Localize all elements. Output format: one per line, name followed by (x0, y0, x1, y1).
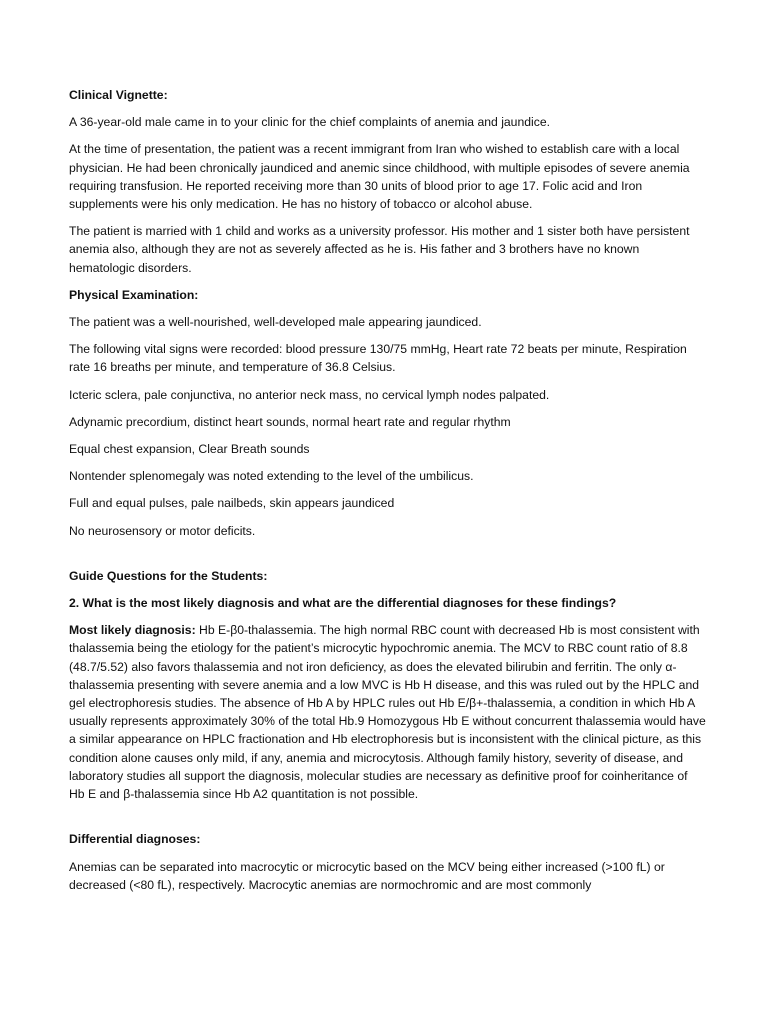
exam-paragraph-5: Equal chest expansion, Clear Breath sounds (69, 442, 310, 457)
physical-examination-heading: Physical Examination: (69, 287, 199, 302)
diagnosis-answer-paragraph (69, 621, 706, 803)
exam-paragraph-7: Full and equal pulses, pale nailbeds, skin appears jaundiced (69, 496, 395, 511)
most-likely-diagnosis-text: Hb E-β0-thalassemia. The high normal RBC count with decreased Hb is most consistent with thalassemia being the etiology for the patient’s microcytic hypochromic anemia. The MCV to RBC count ratio of 8.8 (48.7/5.52) also favors thalassemia and not iron deficiency, as does the elevated bilirubin and ferritin. The only α-thalassemia presenting with severe anemia and a low MVC is Hb H disease, and this was ruled out by the HPLC and gel electrophoresis studies. The absence of Hb A by HPLC rules out Hb E/β+-thalassemia, a condition in which Hb A usually represents approximately 30% of the total Hb.9 Homozygous Hb E without concurrent thalassemia would have a similar appearance on HPLC fractionation and Hb electrophoresis but is inconsistent with the clinical picture, as this condition alone causes only mild, if any, anemia and microcytosis. Although family history, severity of disease, and laboratory studies all support the diagnosis, molecular studies are necessary as definitive proof for coinheritance of Hb E and β-thalassemia since Hb A2 quantitation is not possible. (69, 623, 706, 802)
exam-paragraph-2: The following vital signs were recorded: blood pressure 130/75 mmHg, Heart rate 72 beats per minute, Respiration rate 16 breaths per minute, and temperature of 36.8 Celsius. (69, 342, 687, 375)
vignette-paragraph-3: The patient is married with 1 child and works as a university professor. His mother and 1 sister both have persistent anemia also, although they are not as severely affected as he is. His father and 3 brothers have no known hematologic disorders. (69, 224, 690, 275)
guide-questions-heading: Guide Questions for the Students: (69, 568, 268, 583)
exam-paragraph-1: The patient was a well-nourished, well-developed male appearing jaundiced. (69, 315, 482, 330)
exam-paragraph-6: Nontender splenomegaly was noted extending to the level of the umbilicus. (69, 469, 474, 484)
section-spacer (69, 549, 706, 567)
vignette-paragraph-1: A 36-year-old male came in to your clinic for the chief complaints of anemia and jaundice. (69, 115, 550, 130)
differential-paragraph: Anemias can be separated into macrocytic or microcytic based on the MCV being either increased (>100 fL) or decreased (<80 fL), respectively. Macrocytic anemias are normochromic and are most commonly (69, 859, 665, 892)
section-spacer-2 (69, 812, 706, 830)
exam-paragraph-8: No neurosensory or motor deficits. (69, 523, 256, 538)
most-likely-diagnosis-label: Most likely diagnosis: (69, 623, 196, 638)
exam-paragraph-4: Adynamic precordium, distinct heart sounds, normal heart rate and regular rhythm (69, 414, 511, 429)
differential-diagnoses-heading: Differential diagnoses: (69, 832, 201, 847)
guide-question-2: 2. What is the most likely diagnosis and what are the differential diagnoses for these findings? (69, 596, 617, 611)
exam-paragraph-3: Icteric sclera, pale conjunctiva, no anterior neck mass, no cervical lymph nodes palpated. (69, 387, 550, 402)
vignette-paragraph-2: At the time of presentation, the patient was a recent immigrant from Iran who wished to establish care with a local physician. He had been chronically jaundiced and anemic since childhood, with multiple episodes of severe anemia requiring transfusion. He reported receiving more than 30 units of blood prior to age 17. Folic acid and Iron supplements were his only medication. He has no history of tobacco or alcohol abuse. (69, 142, 690, 212)
clinical-vignette-heading: Clinical Vignette: (69, 88, 168, 102)
